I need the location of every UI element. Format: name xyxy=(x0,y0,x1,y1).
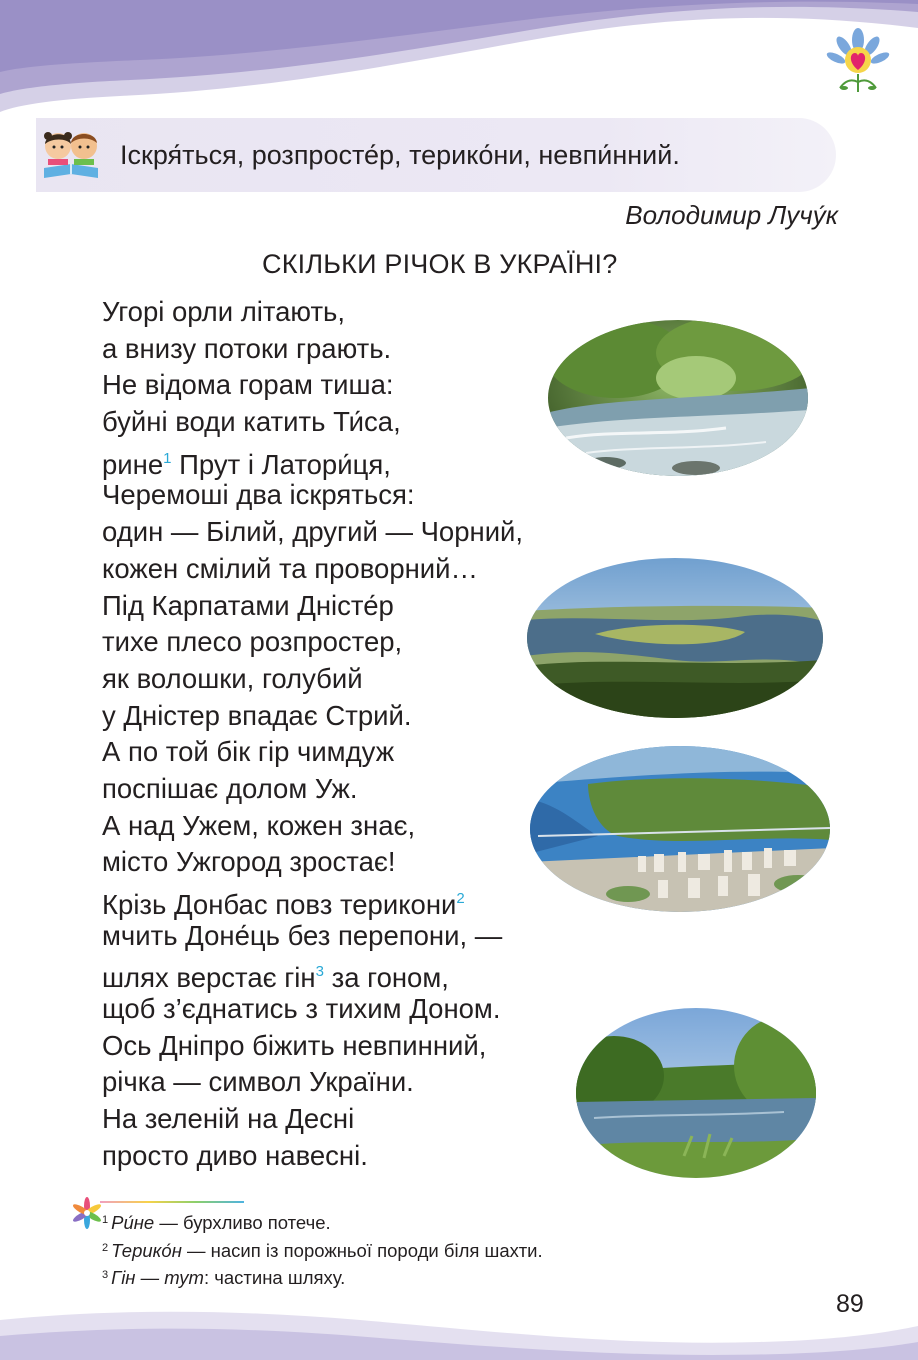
poem-line xyxy=(102,954,523,994)
poem-line: тихе плесо розпростер, xyxy=(102,626,403,658)
footnote-definition: — бурхливо потече. xyxy=(154,1212,331,1233)
poem-line: місто Ужгород зростає! xyxy=(102,846,396,878)
poem-text xyxy=(102,294,523,1175)
poem-line xyxy=(102,441,523,478)
vocabulary-words: Іскря́ться, розпросте́р, терико́ни, невпи́нний. xyxy=(120,140,680,170)
footnote-marker: 3 xyxy=(315,963,324,981)
poem-line-text: Крізь Донбас повз терикони xyxy=(102,889,457,920)
poem-line: Не відома горам тиша: xyxy=(102,369,394,401)
dnipro-city-photo xyxy=(528,744,832,914)
footnote-item xyxy=(102,1208,543,1236)
poem-line: А над Ужем, кожен знає, xyxy=(102,809,416,841)
poem-line: поспішає долом Уж. xyxy=(102,772,358,804)
poem-line: Черемоші два іскряться: xyxy=(102,479,415,511)
poem-line: кожен смілий та проворний… xyxy=(102,552,479,584)
page-number: 89 xyxy=(836,1290,864,1318)
footnote-number: 1 xyxy=(102,1214,109,1226)
poem-line: На зеленій на Десні xyxy=(102,1103,355,1135)
poem-line: а внизу потоки грають. xyxy=(102,332,392,364)
footnote-term: Ри́не xyxy=(111,1212,155,1233)
poem-line: у Дністер впадає Стрий. xyxy=(102,699,412,731)
desna-river-photo xyxy=(574,1006,818,1180)
reading-children-icon xyxy=(38,124,104,182)
poem-title: СКІЛЬКИ РІЧОК В УКРАЇНІ? xyxy=(262,249,618,279)
folk-flower-ornament-icon xyxy=(826,26,890,98)
poem-line: один — Білий, другий — Чорний, xyxy=(102,516,524,548)
poem-author: Володимир Лучу́к xyxy=(625,200,838,230)
poem-line: Угорі орли літають, xyxy=(102,296,346,327)
footnote-divider xyxy=(100,1201,244,1203)
poem-line xyxy=(102,881,523,918)
poem-line: щоб з’єднатись з тихим Доном. xyxy=(102,993,501,1025)
poem-line: А по той бік гір чимдуж xyxy=(102,736,395,768)
mountain-river-photo xyxy=(546,318,810,478)
poem-line: річка — символ України. xyxy=(102,1066,414,1098)
poem-line: буйні води катить Ти́са, xyxy=(102,406,401,438)
poem-line-text: Прут і Латори́ця, xyxy=(171,448,391,480)
footnote-star-icon xyxy=(70,1196,104,1230)
footnote-definition: : частина шляху. xyxy=(203,1267,346,1288)
poem-line: Під Карпатами Дністе́р xyxy=(102,589,394,621)
dniester-bend-photo xyxy=(525,556,825,720)
poem-line-text: рине xyxy=(102,448,164,480)
poem-line: мчить Доне́ць без перепони, — xyxy=(102,919,503,951)
poem-line-text: за гоном, xyxy=(323,962,449,994)
footnote-term: Гін — тут xyxy=(111,1267,204,1288)
footnote-number: 2 xyxy=(102,1241,109,1254)
bottom-wave-decoration xyxy=(0,1250,918,1360)
footnote-number: 3 xyxy=(102,1269,109,1281)
footnote-term: Терико́н xyxy=(111,1239,182,1261)
poem-line: Ось Дніпро біжить невпинний, xyxy=(102,1029,487,1061)
poem-line-text: шлях верстає гін xyxy=(102,962,316,994)
footnote-definition: — насип із порожньої породи біля шахти. xyxy=(181,1239,543,1261)
footnote-marker: 2 xyxy=(456,890,465,907)
poem-line: як волошки, голубий xyxy=(102,662,363,694)
poem-line: просто диво навесні. xyxy=(102,1139,368,1171)
footnote-marker: 1 xyxy=(163,449,172,467)
